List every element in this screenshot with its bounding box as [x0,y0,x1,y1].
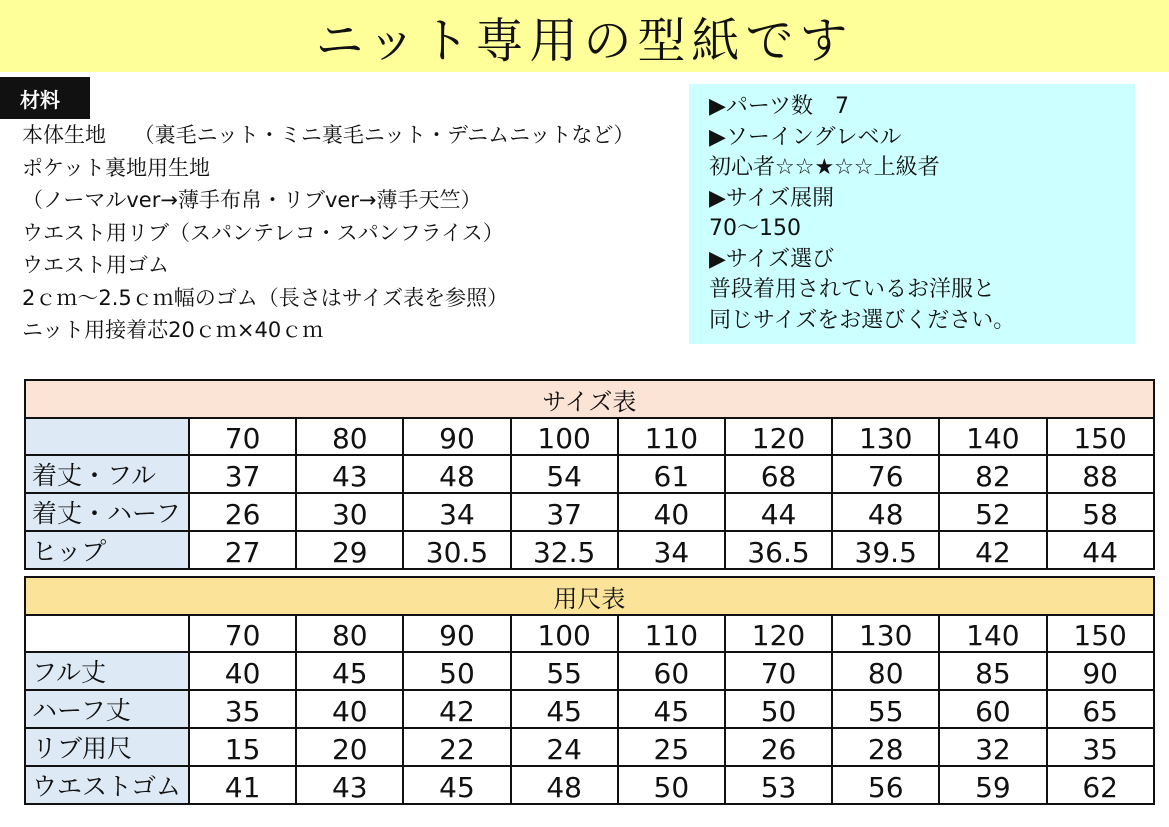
table-cell: 70 [725,652,832,690]
table-cell: 37 [189,455,296,493]
size-header-cell: 110 [618,418,725,455]
table-cell: 35 [189,690,296,728]
row-label: ハーフ丈 [25,690,189,728]
row-label: 着丈・ハーフ [25,493,189,531]
row-label: リブ用尺 [25,728,189,766]
table-cell: 42 [939,531,1046,569]
table-cell: 55 [511,652,618,690]
table-cell: 35 [1047,728,1154,766]
table-cell: 55 [832,690,939,728]
table-cell: 54 [511,455,618,493]
table-cell: 50 [725,690,832,728]
table-cell: 76 [832,455,939,493]
row-label: フル丈 [25,652,189,690]
materials-label: 材料 [0,77,90,119]
table-cell: 45 [296,652,403,690]
header-corner-cell [25,418,189,455]
table-row [25,493,1154,531]
table-cell: 36.5 [725,531,832,569]
info-line: 普段着用されているお洋服と [709,277,996,302]
table-cell: 22 [403,728,510,766]
size-header-cell: 110 [618,615,725,652]
size-header-cell: 150 [1047,418,1154,455]
table-cell: 28 [832,728,939,766]
table-row [25,690,1154,728]
material-line: （ノーマルver→薄手布帛・リブver→薄手天竺） [22,188,482,212]
table-cell: 58 [1047,493,1154,531]
table-cell: 48 [403,455,510,493]
table-cell: 50 [618,766,725,804]
size-header-cell: 130 [832,615,939,652]
table-cell: 85 [939,652,1046,690]
table-cell: 68 [725,455,832,493]
material-line: ポケット裏地用生地 [22,155,210,180]
size-header-cell: 130 [832,418,939,455]
size-header-cell: 80 [296,418,403,455]
size-header-cell: 120 [725,418,832,455]
table-cell: 41 [189,766,296,804]
table-cell: 27 [189,531,296,569]
table-cell: 62 [1047,766,1154,804]
size-header-cell: 150 [1047,615,1154,652]
table-cell: 59 [939,766,1046,804]
material-line: 本体生地 （裏毛ニット・ミニ裏毛ニット・デニムニットなど） [22,123,635,147]
table-cell: 29 [296,531,403,569]
info-line: 初心者☆☆★☆☆上級者 [709,155,940,180]
size-header-cell: 140 [939,418,1046,455]
table-cell: 20 [296,728,403,766]
table-cell: 15 [189,728,296,766]
table-cell: 39.5 [832,531,939,569]
table-cell: 50 [403,652,510,690]
size-chart-table [24,379,1155,570]
table-cell: 53 [725,766,832,804]
size-header-cell: 100 [511,615,618,652]
table-cell: 90 [1047,652,1154,690]
info-line: ▶パーツ数 7 [709,94,850,119]
table-cell: 43 [296,455,403,493]
table-cell: 65 [1047,690,1154,728]
table-row [25,652,1154,690]
table-cell: 44 [1047,531,1154,569]
table-cell: 32.5 [511,531,618,569]
info-line: ▶サイズ選び [709,246,835,272]
info-line: 70～150 [709,216,801,241]
table-cell: 42 [403,690,510,728]
size-chart-title: サイズ表 [25,380,1154,418]
table-cell: 44 [725,493,832,531]
size-header-cell: 70 [189,418,296,455]
material-line: 2ｃｍ～2.5ｃｍ幅のゴム（長さはサイズ表を参照） [22,285,509,310]
header-corner-cell [25,615,189,652]
table-cell: 30.5 [403,531,510,569]
table-row [25,728,1154,766]
table-row [25,455,1154,493]
table-cell: 25 [618,728,725,766]
size-header-cell: 100 [511,418,618,455]
table-cell: 60 [939,690,1046,728]
material-line: ウエスト用リブ（スパンテレコ・スパンフライス） [22,220,504,245]
table-row [25,766,1154,804]
table-cell: 30 [296,493,403,531]
table-cell: 45 [511,690,618,728]
info-line: ▶ソーイングレベル [709,124,902,150]
size-header-cell: 140 [939,615,1046,652]
material-line: ニット用接着芯20ｃｍ×40ｃｍ [22,318,324,342]
table-cell: 52 [939,493,1046,531]
row-label: ヒップ [25,531,189,569]
row-label: ウエストゴム [25,766,189,804]
table-cell: 34 [403,493,510,531]
table-cell: 37 [511,493,618,531]
size-header-cell: 70 [189,615,296,652]
table-cell: 48 [511,766,618,804]
table-cell: 26 [189,493,296,531]
table-cell: 40 [618,493,725,531]
table-cell: 45 [618,690,725,728]
table-cell: 24 [511,728,618,766]
row-label: 着丈・フル [25,455,189,493]
info-line: ▶サイズ展開 [709,185,835,211]
table-cell: 26 [725,728,832,766]
table-cell: 34 [618,531,725,569]
info-line: 同じサイズをお選びください。 [709,307,1016,333]
materials-list [22,119,692,347]
fabric-requirement-table [24,576,1155,805]
table-cell: 40 [189,652,296,690]
table-cell: 45 [403,766,510,804]
table-cell: 43 [296,766,403,804]
title-banner [0,0,1169,72]
table-cell: 48 [832,493,939,531]
table-header-row [25,615,1154,652]
table-cell: 61 [618,455,725,493]
table-cell: 60 [618,652,725,690]
table-cell: 88 [1047,455,1154,493]
table-cell: 56 [832,766,939,804]
size-header-cell: 120 [725,615,832,652]
size-header-cell: 90 [403,615,510,652]
material-line: ウエスト用ゴム [22,253,169,277]
pattern-info-box [689,84,1135,344]
page-title: ニット専用の型紙です [315,12,854,69]
table-cell: 80 [832,652,939,690]
table-row [25,531,1154,569]
size-header-cell: 90 [403,418,510,455]
table-cell: 82 [939,455,1046,493]
table-cell: 32 [939,728,1046,766]
table-cell: 40 [296,690,403,728]
fabric-requirement-title: 用尺表 [25,577,1154,615]
table-header-row [25,418,1154,455]
size-header-cell: 80 [296,615,403,652]
